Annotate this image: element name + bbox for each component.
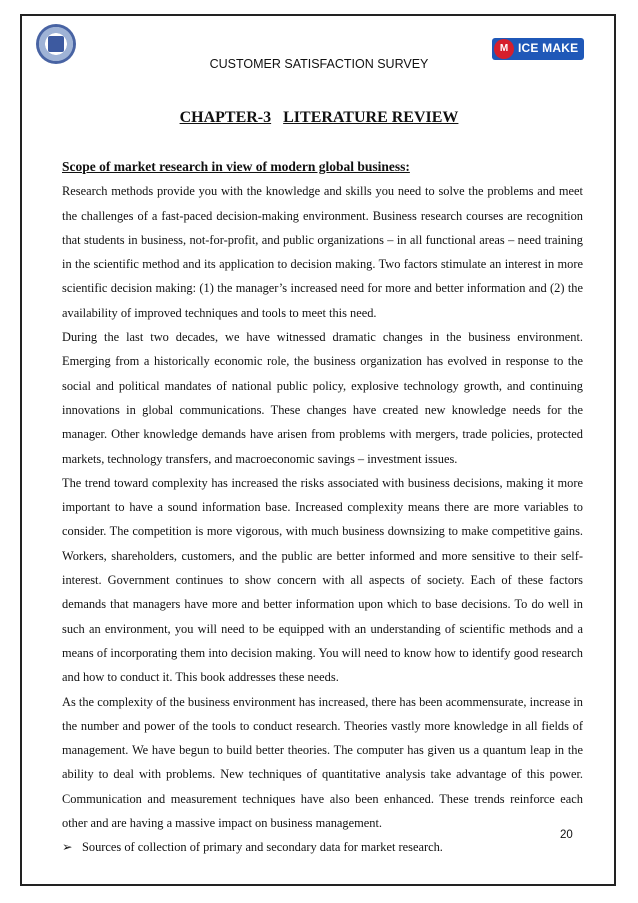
arrow-bullet-icon: ➢ [62, 840, 73, 855]
page-number: 20 [560, 829, 573, 841]
header-title: CUSTOMER SATISFACTION SURVEY [209, 57, 429, 71]
section-heading: Scope of market research in view of modern global business: [62, 159, 410, 174]
chapter-name: LITERATURE REVIEW [283, 109, 459, 126]
chapter-title [0, 109, 638, 127]
bullet-item [62, 835, 583, 859]
paragraph: The trend toward complexity has increased the risks associated with business decisions, making it more important to have a sound information base. Increased complexity means there are more variables to consider. The competition is more vigorous, with much business downsizing to make competitive gains. Workers, shareholders, customers, and the public are better informed and more sensitive to their self-interest. Government continues to show concern with all aspects of society. Each of these factors demands that managers have more and better information upon which to base decisions. To do well in such an environment, you will need to be equipped with an understanding of scientific methods and a means of incorporating them into decision making. You will need to know how to identify good research and how to conduct it. This book addresses these needs. [62, 475, 583, 685]
ice-make-logo-mark: M [494, 39, 514, 59]
ice-make-logo [492, 38, 584, 60]
paragraph: Research methods provide you with the knowledge and skills you need to solve the problems and meet the challenges of a fast-paced decision-making environment. Business research courses are recognition that students in business, not-for-profit, and public organizations – in all functional areas – need training in the scientific method and its application to decision making. Two factors stimulate an interest in more scientific decision making: (1) the manager’s increased need for more and better information and (2) the availability of improved techniques and tools to meet this need. [62, 184, 583, 320]
paragraph: As the complexity of the business environment has increased, there has been acommensurate, increase in the number and power of the tools to conduct research. Theories vastly more knowledge in all fields of management. We have begun to build better theories. The computer has given us a quantum leap in the ability to deal with problems. New techniques of quantitative analysis take advantage of this power. Communication and measurement techniques have also been enhanced. These trends reinforce each other and are having a massive impact on business management. [62, 694, 583, 831]
page-body [62, 155, 583, 860]
chapter-number: CHAPTER-3 [179, 109, 272, 126]
paragraph: During the last two decades, we have witnessed dramatic changes in the business environment. Emerging from a historically economic role, the business organization has evolved in response to the social and political mandates of national public policy, explosive technology growth, and continuing innovations in global communications. These changes have created new knowledge needs for the manager. Other knowledge demands have arisen from problems with mergers, trade policies, protected markets, technology transfers, and macroeconomic savings – investment issues. [62, 330, 583, 466]
ice-make-logo-text: ICE MAKE [518, 41, 579, 55]
bullet-text: Sources of collection of primary and secondary data for market research. [82, 840, 443, 855]
